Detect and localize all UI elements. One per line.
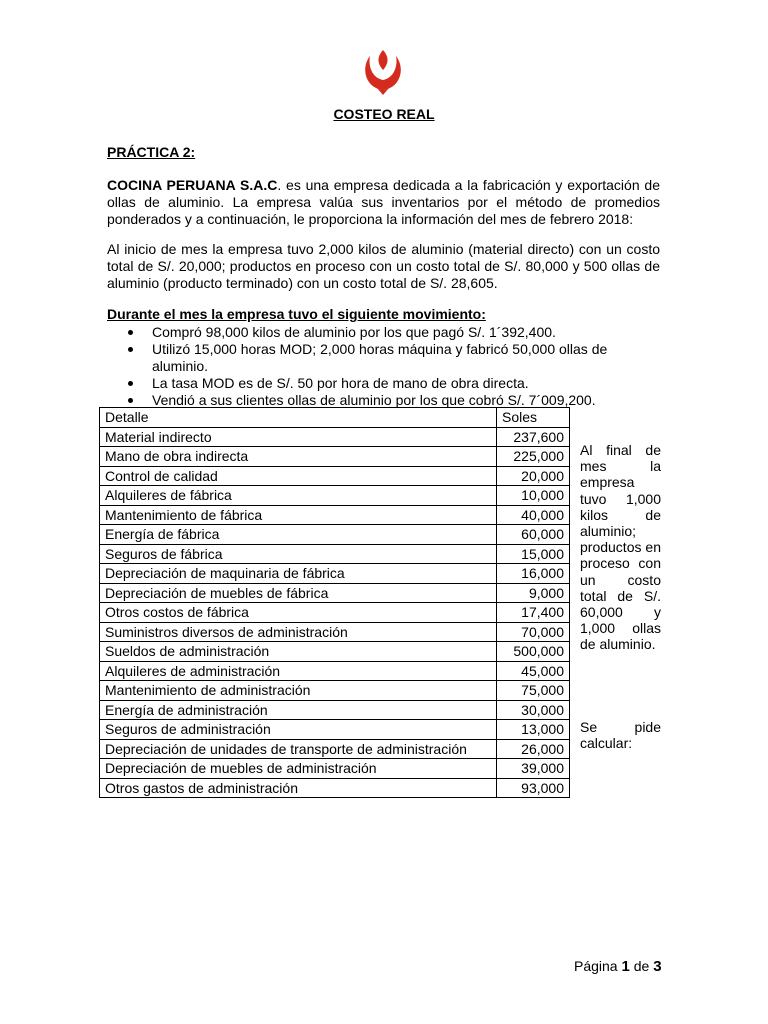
company-name: COCINA PERUANA S.A.C <box>107 177 278 193</box>
table-header-row <box>100 408 570 428</box>
table-row: Depreciación de unidades de transporte de administración 26,000 <box>100 739 570 759</box>
table-row: Alquileres de administración 45,000 <box>100 661 570 681</box>
document-title: COSTEO REAL <box>333 106 435 122</box>
table-row: Depreciación de muebles de fábrica 9,000 <box>100 583 570 603</box>
table-row: Energía de administración 30,000 <box>100 700 570 720</box>
list-item: La tasa MOD es de S/. 50 por hora de mano de obra directa. <box>107 375 667 392</box>
movement-list <box>107 324 667 409</box>
table-row: Otros costos de fábrica 17,400 <box>100 603 570 623</box>
table-row: Control de calidad 20,000 <box>100 466 570 486</box>
bullet-icon <box>128 330 133 335</box>
bullet-icon <box>128 398 133 403</box>
table-row: Depreciación de muebles de administración 39,000 <box>100 759 570 779</box>
bullet-icon <box>128 347 133 352</box>
list-item: Utilizó 15,000 horas MOD; 2,000 horas máquina y fabricó 50,000 ollas de aluminio. <box>107 341 667 375</box>
list-item: Compró 98,000 kilos de aluminio por los que pagó S/. 1´392,400. <box>107 324 667 341</box>
table-row: Otros gastos de administración 93,000 <box>100 778 570 798</box>
table-row: Mano de obra indirecta 225,000 <box>100 447 570 467</box>
table-row: Depreciación de maquinaria de fábrica 16,000 <box>100 564 570 584</box>
table-row: Seguros de fábrica 15,000 <box>100 544 570 564</box>
movement-heading: Durante el mes la empresa tuvo el siguiente movimiento: <box>107 306 486 322</box>
table-row: Mantenimiento de fábrica 40,000 <box>100 505 570 525</box>
calculation-prompt: Se pide calcular: <box>580 719 661 752</box>
page-number: Página 1 de 3 <box>574 958 662 975</box>
end-of-month-note: Al final de mes la empresa tuvo 1,000 kilos de aluminio; productos en proceso con un costo total de S/. 60,000 y 1,000 ollas de aluminio. <box>580 442 661 653</box>
intro-paragraph <box>107 177 660 228</box>
start-of-month-paragraph: Al inicio de mes la empresa tuvo 2,000 kilos de aluminio (material directo) con un costo total de S/. 20,000; productos en proceso con un costo total de S/. 80,000 y 500 ollas de aluminio (producto terminado) con un costo total de S/. 28,605. <box>107 241 660 291</box>
table-row: Material indirecto 237,600 <box>100 427 570 447</box>
cost-detail-table <box>99 407 570 798</box>
table-row: Alquileres de fábrica 10,000 <box>100 486 570 506</box>
table-row: Mantenimiento de administración 75,000 <box>100 681 570 701</box>
header-detalle: Detalle <box>100 408 497 428</box>
bullet-icon <box>128 381 133 386</box>
header-soles: Soles <box>497 408 570 428</box>
table-row: Sueldos de administración 500,000 <box>100 642 570 662</box>
table-row: Energía de fábrica 60,000 <box>100 525 570 545</box>
upc-flame-logo <box>358 48 408 96</box>
intro-text: . es una empresa dedicada a la fabricación y exportación de ollas de aluminio. La empresa valúa sus inventarios por el método de promedios ponderados y a continuación, le proporciona la información del mes de febrero 2018: <box>107 177 660 227</box>
table-row: Suministros diversos de administración 70,000 <box>100 622 570 642</box>
list-item: Vendió a sus clientes ollas de aluminio por los que cobró S/. 7´009,200. <box>107 392 667 409</box>
practice-heading: PRÁCTICA 2: <box>107 144 196 160</box>
table-row: Seguros de administración 13,000 <box>100 720 570 740</box>
